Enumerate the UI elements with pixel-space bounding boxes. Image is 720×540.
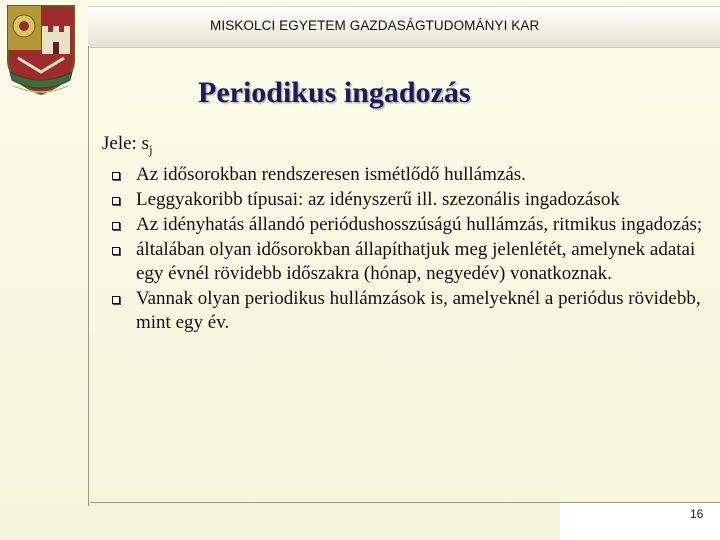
bullet-text: Leggyakoribb típusai: az idényszerű ill. szezonális ingadozások — [136, 189, 620, 210]
university-crest-icon — [4, 2, 78, 98]
square-bullet-icon — [112, 172, 120, 180]
slide-title: Periodikus ingadozás — [198, 76, 471, 109]
square-bullet-icon — [112, 197, 120, 205]
intro-label: Jele: s — [102, 133, 149, 154]
page-number: 16 — [690, 507, 704, 521]
left-rule — [88, 46, 89, 506]
list-item — [112, 163, 712, 187]
square-bullet-icon — [112, 222, 120, 230]
intro-subscript: j — [148, 141, 153, 157]
bullet-text: általában olyan idősorokban állapíthatjuk meg jelenlétét, amelynek adatai egy évnél rövidebb időszakra (hónap, negyedév) vonatkoznak. — [136, 239, 696, 284]
square-bullet-icon — [112, 247, 120, 255]
list-item — [112, 188, 712, 212]
bullet-list — [112, 163, 712, 336]
list-item — [112, 238, 712, 286]
bullet-text: Az idényhatás állandó periódushosszúságú hullámzás, ritmikus ingadozás; — [136, 214, 703, 235]
intro-line — [102, 133, 153, 158]
list-item — [112, 287, 712, 335]
bullet-text: Az idősorokban rendszeresen ismétlődő hullámzás. — [136, 164, 526, 185]
square-bullet-icon — [112, 296, 120, 304]
bullet-text: Vannak olyan periodikus hullámzások is, amelyeknél a periódus rövidebb, mint egy év. — [136, 288, 701, 333]
list-item — [112, 213, 712, 237]
header-institution: MISKOLCI EGYETEM GAZDASÁGTUDOMÁNYI KAR — [210, 18, 540, 33]
